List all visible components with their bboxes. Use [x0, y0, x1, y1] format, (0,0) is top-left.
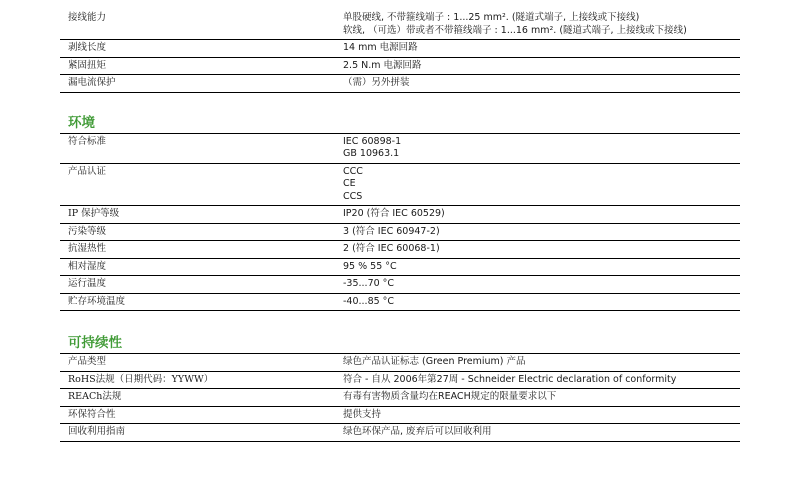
spec-label: 回收利用指南: [60, 424, 343, 442]
spec-label: 紧固扭矩: [60, 57, 343, 75]
spec-label: 相对湿度: [60, 258, 343, 276]
spec-value: CE: [343, 178, 356, 189]
spec-row: [60, 10, 740, 40]
section-title-environment: 环境: [60, 115, 740, 134]
spec-row: [60, 206, 740, 224]
wiring-table-body: [60, 10, 740, 92]
spec-value-cell: [343, 276, 740, 294]
spec-row: [60, 57, 740, 75]
spec-value: 14 mm 电源回路: [343, 42, 418, 53]
spec-value-cell: [343, 10, 740, 40]
spec-value-cell: [343, 75, 740, 93]
wiring-table: [60, 10, 740, 93]
spec-value-cell: [343, 354, 740, 371]
spec-row: [60, 258, 740, 276]
spec-value: 有毒有害物质含量均在REACH规定的限量要求以下: [343, 391, 557, 402]
spec-value: 绿色环保产品, 废弃后可以回收利用: [343, 426, 492, 437]
spec-value-cell: [343, 406, 740, 424]
environment-table-body: [60, 134, 740, 311]
spec-row: [60, 40, 740, 58]
spec-label: 抗湿热性: [60, 241, 343, 259]
spec-label: REACh法规: [60, 389, 343, 407]
spec-label: 接线能力: [60, 10, 343, 40]
environment-table: [60, 134, 740, 312]
spec-label: 产品认证: [60, 163, 343, 206]
spec-row: [60, 276, 740, 294]
spec-value: 绿色产品认证标志 (Green Premium) 产品: [343, 356, 526, 367]
section-spacer: [60, 93, 740, 115]
spec-row: [60, 241, 740, 259]
spec-value-cell: [343, 206, 740, 224]
spec-row: [60, 223, 740, 241]
spec-label: 符合标准: [60, 134, 343, 164]
spec-row: [60, 406, 740, 424]
spec-page: [60, 0, 740, 442]
spec-value: 符合 - 自从 2006年第27周 - Schneider Electric declaration of conformity: [343, 373, 677, 385]
spec-label: RoHS法规（日期代码：YYWW）: [60, 371, 343, 389]
spec-value-cell: [343, 424, 740, 442]
spec-value: -40...85 °C: [343, 295, 395, 307]
section-title-sustainability: 可持续性: [60, 335, 740, 354]
spec-row: [60, 389, 740, 407]
spec-value-cell: [343, 293, 740, 311]
spec-value: IEC 60898-1: [343, 135, 402, 147]
spec-label: IP 保护等级: [60, 206, 343, 224]
spec-value-cell: [343, 258, 740, 276]
spec-value: 2.5 N.m 电源回路: [343, 59, 422, 71]
spec-value: （需）另外拼装: [343, 77, 410, 88]
spec-value: 软线, （可选）带或者不带箍线端子 : 1...16 mm². (隧道式端子, 上接线或下接线): [343, 24, 687, 36]
spec-value-cell: [343, 241, 740, 259]
spec-label: 产品类型: [60, 354, 343, 371]
spec-label: 漏电流保护: [60, 75, 343, 93]
spec-value-cell: [343, 389, 740, 407]
sustainability-table: [60, 354, 740, 442]
spec-row: [60, 293, 740, 311]
sustainability-table-body: [60, 354, 740, 441]
spec-value: 95 % 55 °C: [343, 260, 397, 272]
spec-label: 环保符合性: [60, 406, 343, 424]
spec-label: 运行温度: [60, 276, 343, 294]
spec-value: IP20 (符合 IEC 60529): [343, 208, 445, 219]
sustainability-section: [60, 335, 740, 442]
spec-row: [60, 134, 740, 164]
spec-row: [60, 354, 740, 371]
spec-value-cell: [343, 163, 740, 206]
spec-row: [60, 424, 740, 442]
wiring-block: [60, 0, 740, 93]
spec-row: [60, 75, 740, 93]
spec-value-cell: [343, 57, 740, 75]
spec-value: -35...70 °C: [343, 278, 395, 289]
spec-label: 贮存环境温度: [60, 293, 343, 311]
section-spacer: [60, 311, 740, 335]
spec-label: 剥线长度: [60, 40, 343, 58]
spec-value: 2 (符合 IEC 60068-1): [343, 243, 440, 254]
spec-row: [60, 371, 740, 389]
spec-value-cell: [343, 371, 740, 389]
spec-row: [60, 163, 740, 206]
environment-section: [60, 115, 740, 312]
spec-value-cell: [343, 40, 740, 58]
spec-value-cell: [343, 223, 740, 241]
spec-value: 单股硬线, 不带箍线端子 : 1...25 mm². (隧道式端子, 上接线或下接线): [343, 12, 640, 23]
spec-value-cell: [343, 134, 740, 164]
spec-value: CCC: [343, 165, 363, 177]
spec-value: 3 (符合 IEC 60947-2): [343, 225, 440, 237]
spec-value: 提供支持: [343, 408, 382, 420]
spec-value: GB 10963.1: [343, 148, 400, 159]
spec-value: CCS: [343, 190, 363, 202]
spec-label: 污染等级: [60, 223, 343, 241]
